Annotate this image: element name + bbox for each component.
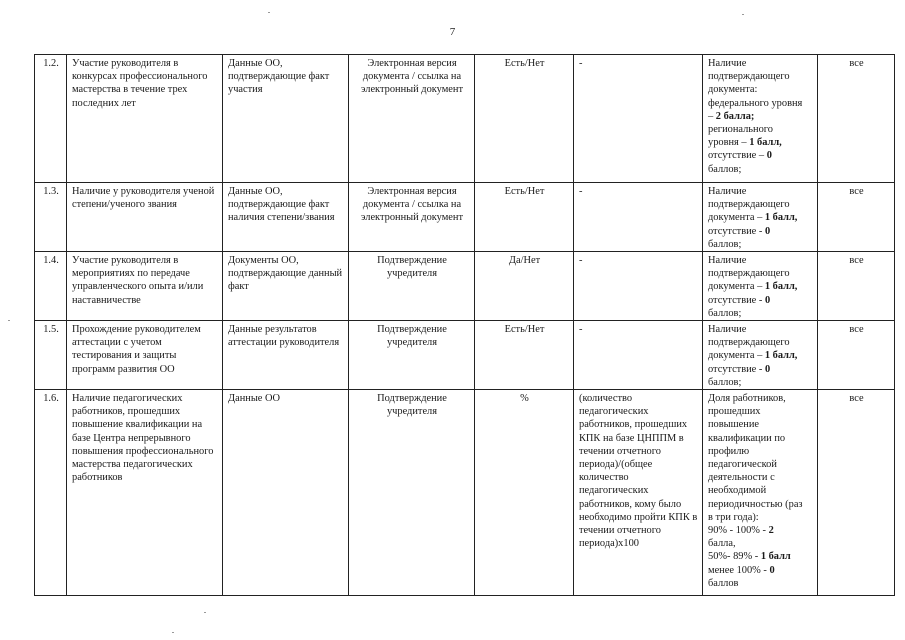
cell-indicator: Наличие педагогических работников, прошедших повышение квалификации на базе Центра непрерывного повышения профессионального мастерства педагогических работников — [67, 390, 223, 596]
scoring-line: квалификации по — [708, 432, 786, 444]
table-row — [35, 55, 895, 183]
cell-number: 1.2. — [35, 55, 67, 183]
cell-indicator: Участие руководителя в конкурсах профессионального мастерства в течение трех последних лет — [67, 55, 223, 183]
cell-confirmation-form: Электронная версия документа / ссылка на электронный документ — [349, 183, 475, 252]
scan-speck — [742, 14, 744, 15]
scoring-line: баллов; — [708, 238, 742, 250]
cell-data-source: Данные ОО — [223, 390, 349, 596]
cell-applies-to: все — [818, 183, 895, 252]
cell-applies-to: все — [818, 55, 895, 183]
scan-speck — [8, 320, 10, 321]
scoring-line: баллов; — [708, 163, 742, 175]
cell-number: 1.4. — [35, 252, 67, 321]
scoring-line: баллов; — [708, 307, 742, 319]
cell-confirmation-form: Электронная версия документа / ссылка на электронный документ — [349, 55, 475, 183]
scoring-line: документа: — [708, 84, 758, 96]
scoring-line: документа – 1 балл, — [708, 281, 798, 293]
scoring-line: педагогической — [708, 459, 777, 471]
scoring-line: 90% - 100% - 2 — [708, 525, 774, 537]
scoring-line: регионального — [708, 124, 773, 136]
scoring-line: отсутствие - 0 — [708, 294, 771, 306]
cell-unit: % — [475, 390, 574, 596]
table-row — [35, 183, 895, 252]
scoring-line: – 2 балла; — [708, 110, 755, 122]
criteria-table — [34, 54, 895, 596]
scoring-line: повышение — [708, 419, 759, 431]
cell-number: 1.5. — [35, 321, 67, 390]
scoring-line: подтверждающего — [708, 71, 790, 83]
cell-unit: Есть/Нет — [475, 183, 574, 252]
cell-indicator: Прохождение руководителем аттестации с учетом тестирования и защиты программ развития ОО — [67, 321, 223, 390]
cell-indicator: Участие руководителя в мероприятиях по передаче управленческого опыта и/или наставничестве — [67, 252, 223, 321]
cell-formula: - — [574, 183, 703, 252]
cell-scoring — [703, 390, 818, 596]
scoring-line: необходимой — [708, 485, 767, 497]
cell-unit: Есть/Нет — [475, 55, 574, 183]
cell-applies-to: все — [818, 390, 895, 596]
scoring-line: в три года): — [708, 511, 759, 523]
scoring-line: подтверждающего — [708, 337, 790, 349]
scan-speck — [172, 632, 174, 633]
table-row — [35, 321, 895, 390]
scoring-line: Наличие — [708, 186, 747, 197]
cell-formula: - — [574, 321, 703, 390]
scoring-line: Наличие — [708, 255, 747, 267]
scoring-line: деятельности с — [708, 472, 775, 484]
scoring-line: прошедших — [708, 406, 761, 418]
cell-number: 1.6. — [35, 390, 67, 596]
cell-formula: - — [574, 252, 703, 321]
cell-data-source: Данные результатов аттестации руководителя — [223, 321, 349, 390]
cell-scoring — [703, 321, 818, 390]
cell-applies-to: все — [818, 321, 895, 390]
scoring-line: баллов; — [708, 376, 742, 388]
cell-scoring — [703, 183, 818, 252]
page-number: 7 — [449, 26, 456, 38]
cell-number: 1.3. — [35, 183, 67, 252]
cell-formula: (количество педагогических работников, прошедших КПК на базе ЦНППМ в течении отчетного периода)/(общее количество педагогических работников, кому было необходимо пройти КПК в течении отчетного периода)x100 — [574, 390, 703, 596]
scoring-line: 50%- 89% - 1 балл — [708, 551, 791, 563]
scoring-line: подтверждающего — [708, 199, 790, 211]
cell-scoring — [703, 252, 818, 321]
cell-scoring — [703, 55, 818, 183]
cell-formula: - — [574, 55, 703, 183]
scoring-line: подтверждающего — [708, 268, 790, 280]
scoring-line: Наличие — [708, 324, 747, 336]
cell-indicator: Наличие у руководителя ученой степени/ученого звания — [67, 183, 223, 252]
table-row — [35, 252, 895, 321]
scoring-line: баллов — [708, 577, 739, 589]
scoring-line: отсутствие – 0 — [708, 150, 772, 162]
scoring-line: периодичностью (раз — [708, 498, 803, 510]
scoring-line: документа – 1 балл, — [708, 212, 798, 224]
cell-unit: Есть/Нет — [475, 321, 574, 390]
scoring-line: Доля работников, — [708, 393, 786, 405]
cell-applies-to: все — [818, 252, 895, 321]
cell-unit: Да/Нет — [475, 252, 574, 321]
scoring-line: отсутствие - 0 — [708, 363, 771, 375]
scoring-line: балла, — [708, 538, 736, 550]
scoring-line: Наличие — [708, 58, 747, 69]
cell-confirmation-form: Подтверждение учредителя — [349, 390, 475, 596]
scoring-line: профилю — [708, 445, 750, 457]
cell-confirmation-form: Подтверждение учредителя — [349, 252, 475, 321]
cell-data-source: Документы ОО, подтверждающие данный факт — [223, 252, 349, 321]
cell-data-source: Данные ОО, подтверждающие факт наличия степени/звания — [223, 183, 349, 252]
scoring-line: уровня – 1 балл, — [708, 137, 782, 149]
table-body — [35, 55, 895, 596]
table-row — [35, 390, 895, 596]
cell-data-source: Данные ОО, подтверждающие факт участия — [223, 55, 349, 183]
scoring-line: документа – 1 балл, — [708, 350, 798, 362]
scan-speck — [268, 12, 270, 13]
scan-speck — [204, 612, 206, 613]
scoring-line: отсутствие - 0 — [708, 225, 771, 237]
scoring-line: федерального уровня — [708, 97, 803, 109]
scoring-line: менее 100% - 0 — [708, 564, 775, 576]
cell-confirmation-form: Подтверждение учредителя — [349, 321, 475, 390]
